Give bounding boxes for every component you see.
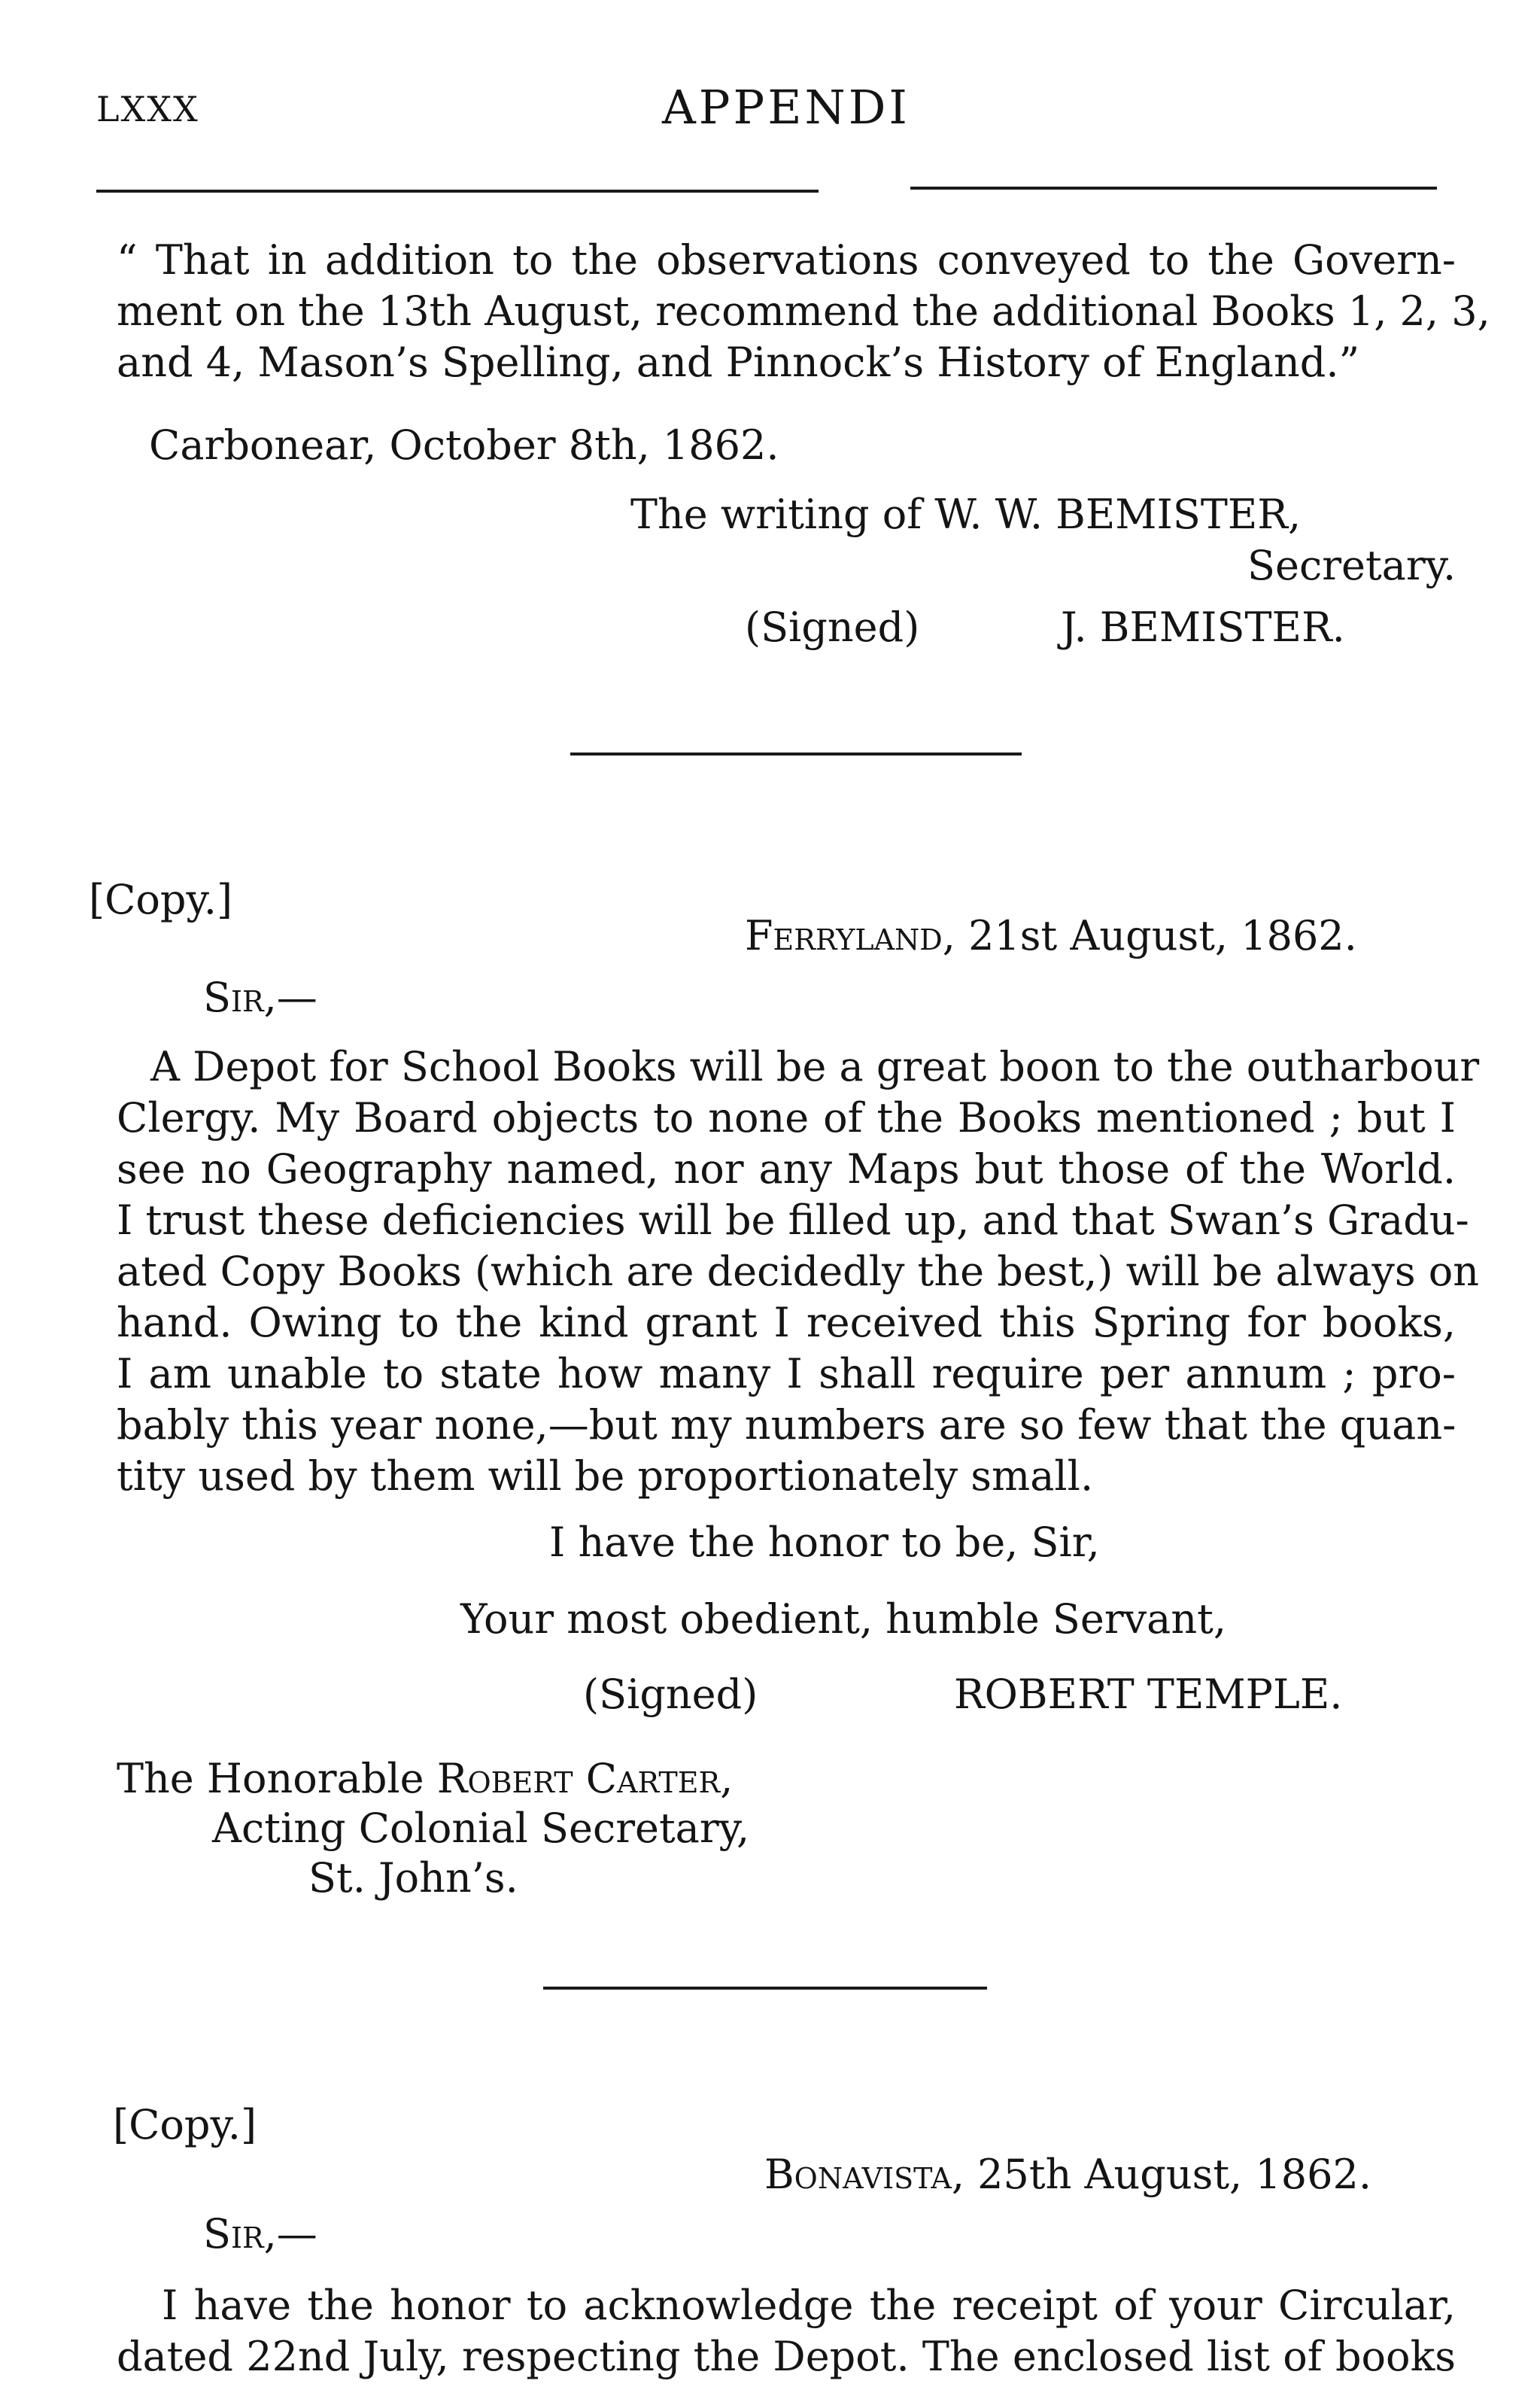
page-folio: LXXX (96, 89, 199, 129)
letter-body (117, 2280, 1456, 2382)
section-divider (543, 1987, 987, 1990)
text-line: ment on the 13th August, recommend the additional Books 1, 2, 3, (117, 287, 1490, 335)
header-rule-right (910, 187, 1437, 190)
letter-place-date (764, 2149, 1371, 2200)
text-line: hand. Owing to the kind grant I received this Spring for books, (117, 1299, 1456, 1346)
salutation: Sir,— (203, 974, 317, 1021)
text-line: “ That in addition to the observations conveyed to the Govern- (117, 236, 1456, 284)
quoted-resolution (117, 235, 1490, 388)
secretary-title: Secretary. (1247, 542, 1457, 589)
page-running-title: APPENDI (662, 80, 910, 135)
text-line: dated 22nd July, respecting the Depot. The enclosed list of books (117, 2333, 1456, 2380)
signed-label: (Signed) (583, 1671, 758, 1718)
closing-line-2: Your most obedient, humble Servant, (460, 1595, 1226, 1643)
text-line: see no Geography named, nor any Maps but those of the World. (117, 1145, 1456, 1193)
section-divider (570, 752, 1022, 756)
letter-date: 21st August, 1862. (968, 912, 1357, 959)
writing-of-line: The writing of W. W. BEMISTER, (630, 491, 1302, 538)
text-line: Clergy. My Board objects to none of the Books mentioned ; but I (117, 1094, 1456, 1142)
text-line: I am unable to state how many I shall require per annum ; pro- (117, 1350, 1456, 1397)
signed-name: J. BEMISTER. (1061, 604, 1345, 651)
letter-place-date (745, 911, 1357, 962)
closing-line-1: I have the honor to be, Sir, (549, 1519, 1100, 1566)
text-line: A Depot for School Books will be a great boon to the outharbour (150, 1043, 1480, 1090)
addressee-line-2: Acting Colonial Secretary, (212, 1804, 750, 1852)
text-line: I trust these deficiencies will be filled up, and that Swan’s Gradu- (117, 1196, 1469, 1244)
signed-label: (Signed) (745, 604, 920, 651)
addressee-line-1 (117, 1753, 733, 1804)
addressee-honorific: The Honorable (117, 1755, 437, 1802)
copy-label: [Copy.] (89, 876, 233, 923)
addressee-name: Robert Carter, (436, 1755, 734, 1802)
text-line: and 4, Mason’s Spelling, and Pinnock’s History of England.” (117, 339, 1360, 386)
text-line: ated Copy Books (which are decidedly the best,) will be always on (117, 1248, 1480, 1295)
salutation: Sir,— (203, 2210, 317, 2258)
letter-body (117, 1041, 1480, 1502)
letter-date: 25th August, 1862. (977, 2151, 1371, 2198)
place-date: Carbonear, October 8th, 1862. (149, 421, 779, 469)
header-rule-left (96, 190, 819, 193)
letter-place: Ferryland, (745, 912, 955, 959)
addressee-line-3: St. John’s. (308, 1854, 518, 1902)
copy-label: [Copy.] (113, 2101, 257, 2148)
signed-name: ROBERT TEMPLE. (954, 1671, 1343, 1718)
text-line: tity used by them will be proportionately small. (117, 1452, 1094, 1500)
letter-place: Bonavista, (764, 2151, 964, 2198)
text-line: I have the honor to acknowledge the receipt of your Circular, (162, 2282, 1456, 2329)
text-line: bably this year none,—but my numbers are so few that the quan- (117, 1401, 1457, 1449)
